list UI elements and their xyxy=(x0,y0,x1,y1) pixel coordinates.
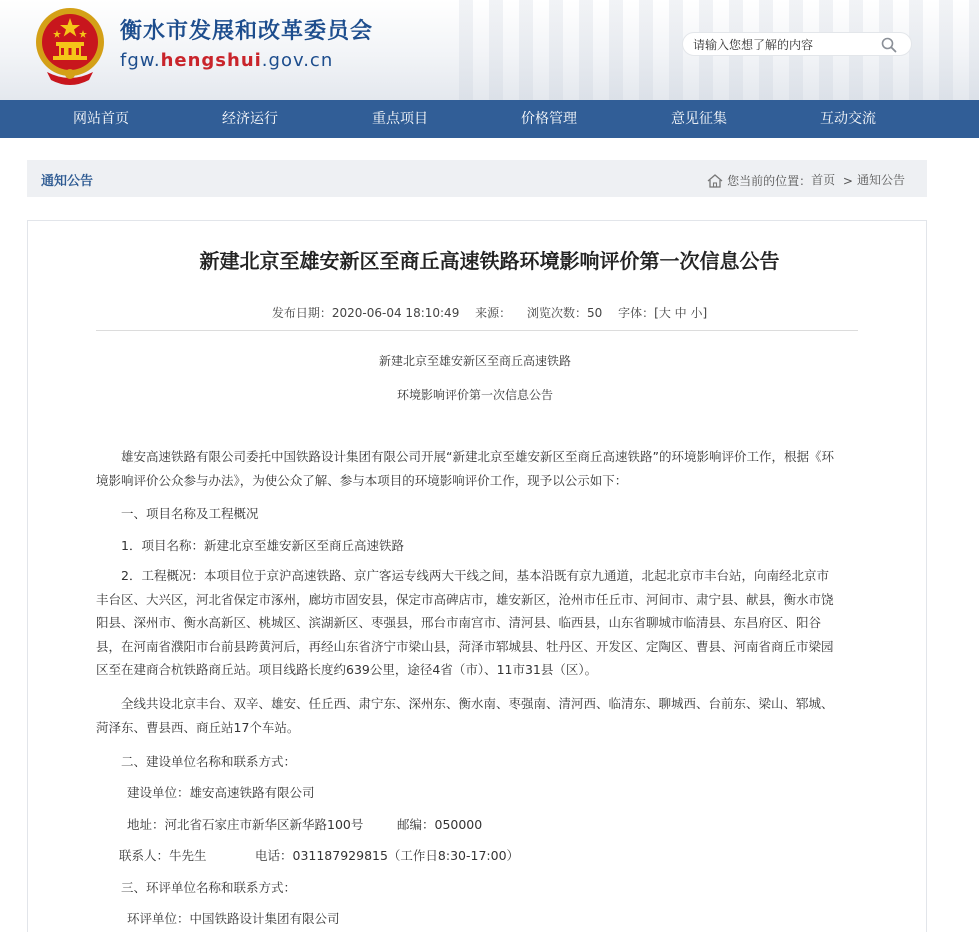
publish-date xyxy=(272,306,459,320)
breadcrumb-prefix: 您当前的位置： xyxy=(727,174,812,188)
stations-paragraph xyxy=(96,692,834,739)
national-emblem-icon xyxy=(33,6,107,88)
builder-postcode: 邮编：050000 xyxy=(397,817,483,832)
site-domain xyxy=(120,50,333,71)
font-size-options[interactable]: [大 中 小] xyxy=(654,306,708,320)
home-icon xyxy=(707,174,723,188)
project-name-item: 1．项目名称：新建北京至雄安新区至商丘高速铁路 xyxy=(121,538,404,553)
nav-item-opinion-collection[interactable]: 意见征集 xyxy=(671,111,727,127)
views-count: 50 xyxy=(587,306,603,320)
article-meta xyxy=(0,304,979,321)
project-overview-paragraph xyxy=(96,564,834,682)
section-heading-3: 三、环评单位名称和联系方式： xyxy=(121,880,297,895)
title-divider xyxy=(96,330,858,331)
category-title: 通知公告 xyxy=(41,174,94,189)
nav-item-home[interactable]: 网站首页 xyxy=(73,111,129,127)
nav-item-interaction[interactable]: 互动交流 xyxy=(820,111,876,127)
intro-paragraph-text: 雄安高速铁路有限公司委托中国铁路设计集团有限公司开展“新建北京至雄安新区至商丘高速铁路”的环境影响评价工作，根据《环境影响评价公众参与办法》，为使公众了解、参与本项目的环境影响评价工作，现予以公示如下： xyxy=(96,449,834,488)
font-size-switch xyxy=(618,306,707,320)
publish-date-label: 发布日期： xyxy=(271,306,332,320)
stations-text: 全线共设北京丰台、双辛、雄安、任丘西、肃宁东、深州东、衡水南、枣强南、清河西、临清东、聊城西、台前东、梁山、郓城、菏泽东、曹县西、商丘站17个车站。 xyxy=(96,696,834,735)
search-icon[interactable] xyxy=(881,37,897,53)
views-label: 浏览次数： xyxy=(527,306,588,320)
domain-prefix: fgw. xyxy=(120,50,161,71)
site-name: 衡水市发展和改革委员会 xyxy=(120,19,374,44)
breadcrumb xyxy=(707,171,905,189)
domain-highlight: hengshui xyxy=(160,50,262,71)
nav-item-economy[interactable]: 经济运行 xyxy=(222,111,278,127)
article-title: 新建北京至雄安新区至商丘高速铁路环境影响评价第一次信息公告 xyxy=(199,249,780,273)
intro-paragraph xyxy=(96,445,834,492)
section-heading-2: 二、建设单位名称和联系方式： xyxy=(121,754,297,769)
search-box xyxy=(682,32,912,56)
section-heading-1: 一、项目名称及工程概况 xyxy=(121,506,259,521)
article-subtitle-2: 环境影响评价第一次信息公告 xyxy=(396,388,553,402)
main-nav xyxy=(0,100,979,138)
views xyxy=(527,306,602,320)
source-label: 来源： xyxy=(475,306,512,320)
article-subtitle-1: 新建北京至雄安新区至商丘高速铁路 xyxy=(378,354,571,368)
breadcrumb-home-link[interactable]: 首页 xyxy=(811,173,836,187)
search-input[interactable] xyxy=(693,36,873,54)
eia-unit: 环评单位：中国铁路设计集团有限公司 xyxy=(127,911,340,926)
domain-suffix: .gov.cn xyxy=(261,50,334,71)
project-overview-text: 2．工程概况：本项目位于京沪高速铁路、京广客运专线两大干线之间，基本沿既有京九通道，北起北京市丰台站，向南经北京市丰台区、大兴区，河北省保定市涿州，廊坊市固安县，保定市高碑店市，雄安新区，沧州市任丘市、河间市、肃宁县、献县，衡水市饶阳县、深州市、衡水高新区、桃城区、滨湖新区、枣强县，邢台市南宫市、清河县、临西县，山东省聊城市临清县、东昌府区、阳谷县，在河南省濮阳市台前县跨黄河后，再经山东省济宁市梁山县，菏泽市郓城县、牡丹区、开发区、定陶区、曹县、河南省商丘市梁园区至在建商合杭铁路商丘站。项目线路长度约639公里，途径4省（市）、11市31县（区）。 xyxy=(96,568,834,677)
publish-date-value: 2020-06-04 18:10:49 xyxy=(331,306,460,320)
breadcrumb-bar xyxy=(27,160,927,197)
builder-unit: 建设单位：雄安高速铁路有限公司 xyxy=(127,785,315,800)
site-header xyxy=(0,0,979,100)
nav-item-key-projects[interactable]: 重点项目 xyxy=(372,111,428,127)
breadcrumb-separator: > xyxy=(842,173,853,188)
breadcrumb-current-link[interactable]: 通知公告 xyxy=(856,173,905,187)
builder-contact: 联系人：牛先生 xyxy=(119,848,207,863)
builder-address: 地址：河北省石家庄市新华区新华路100号 xyxy=(127,817,364,832)
builder-phone: 电话：031187929815（工作日8:30-17:00） xyxy=(255,848,520,863)
nav-item-price-management[interactable]: 价格管理 xyxy=(521,111,577,127)
font-size-label: 字体： xyxy=(618,306,655,320)
